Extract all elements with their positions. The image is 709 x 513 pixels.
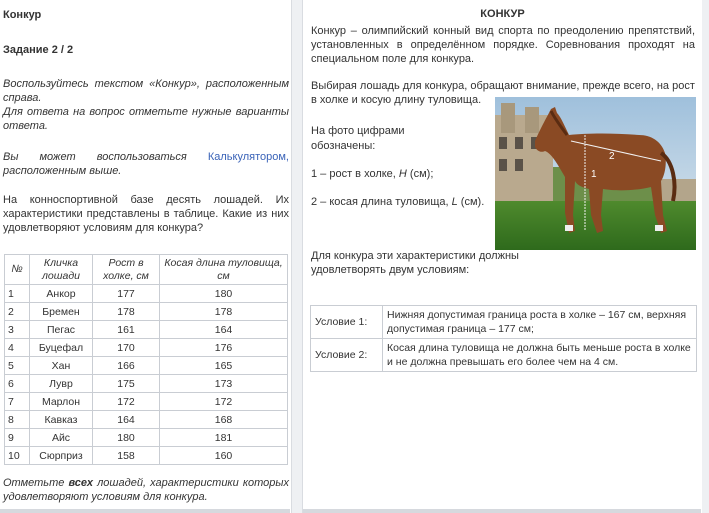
- caption-height-text: 1 – рост в холке,: [311, 168, 399, 180]
- cell-number: 8: [5, 411, 30, 429]
- answer-instruction: [3, 476, 289, 504]
- caption-length-unit: (см).: [457, 196, 485, 208]
- instruction-text: [3, 77, 289, 133]
- header-name: Кличка лошади: [30, 255, 93, 285]
- text-title: КОНКУР: [480, 8, 525, 20]
- cell-length: 168: [160, 411, 288, 429]
- condition-2-label: Условие 2:: [311, 339, 383, 372]
- condition-2-text: Косая длина туловища не должна быть меньше роста в холке и не должна превышать его более чем на 4 см.: [383, 339, 697, 372]
- photo-caption: На фото цифрами обозначены:: [311, 125, 405, 152]
- cell-height: 164: [93, 411, 160, 429]
- cell-number: 4: [5, 339, 30, 357]
- caption-length-text: 2 – косая длина туловища,: [311, 196, 452, 208]
- calculator-hint-suffix: расположенным выше.: [3, 165, 122, 177]
- cell-length: 172: [160, 393, 288, 411]
- instruction-line-2: Для ответа на вопрос отметьте нужные варианты ответа.: [3, 106, 289, 132]
- table-row: [5, 339, 288, 357]
- cell-height: 178: [93, 303, 160, 321]
- cell-height: 177: [93, 285, 160, 303]
- cell-name: Сюрприз: [30, 447, 93, 465]
- cell-name: Айс: [30, 429, 93, 447]
- caption-height-unit: (см);: [406, 168, 434, 180]
- cell-height: 158: [93, 447, 160, 465]
- answer-instruction-part-1: Отметьте: [3, 477, 69, 489]
- cell-name: Хан: [30, 357, 93, 375]
- answer-instruction-bold: всех: [68, 477, 94, 489]
- app-title: Конкур: [3, 9, 42, 21]
- table-row: [5, 393, 288, 411]
- conditions-intro: Для конкура эти характеристики должны удовлетворять двум условиям:: [311, 250, 519, 276]
- cell-number: 10: [5, 447, 30, 465]
- caption-height-var: H: [398, 168, 407, 180]
- table-row: [5, 285, 288, 303]
- cell-length: 164: [160, 321, 288, 339]
- cell-number: 7: [5, 393, 30, 411]
- table-row: [5, 447, 288, 465]
- cell-name: Лувр: [30, 375, 93, 393]
- calculator-hint-prefix: Вы может воспользоваться: [3, 151, 208, 163]
- cell-height: 166: [93, 357, 160, 375]
- cell-length: 165: [160, 357, 288, 375]
- header-length: Косая длина туловища, см: [160, 255, 288, 285]
- cell-length: 178: [160, 303, 288, 321]
- left-scrollbar[interactable]: [0, 509, 290, 513]
- condition-row: [311, 306, 697, 339]
- table-row: [5, 375, 288, 393]
- instruction-line-1: Воспользуйтесь текстом «Конкур», расположенным справа.: [3, 78, 289, 104]
- cell-height: 180: [93, 429, 160, 447]
- cell-length: 180: [160, 285, 288, 303]
- cell-name: Кавказ: [30, 411, 93, 429]
- cell-height: 170: [93, 339, 160, 357]
- cell-name: Анкор: [30, 285, 93, 303]
- horses-table: [4, 254, 288, 465]
- photo-label-height: 1: [591, 169, 597, 180]
- table-row: [5, 429, 288, 447]
- text-panel: [302, 0, 702, 513]
- cell-number: 9: [5, 429, 30, 447]
- conditions-table: [310, 305, 697, 372]
- text-paragraph-2: Выбирая лошадь для конкура, обращают внимание, прежде всего, на рост в холке и косую длину туловища.: [311, 80, 695, 106]
- task-panel: [0, 0, 292, 513]
- cell-name: Буцефал: [30, 339, 93, 357]
- table-row: [5, 357, 288, 375]
- header-number: №: [5, 255, 30, 285]
- cell-number: 5: [5, 357, 30, 375]
- header-height: Рост в холке, см: [93, 255, 160, 285]
- cell-name: Пегас: [30, 321, 93, 339]
- caption-length-var: L: [451, 196, 458, 208]
- text-intro: Конкур – олимпийский конный вид спорта по преодолению препятствий, установленных в определённом порядке. Соревнования проходят на специальном поле для конкура.: [311, 25, 695, 65]
- cell-length: 160: [160, 447, 288, 465]
- task-number: Задание 2 / 2: [3, 44, 74, 56]
- cell-height: 172: [93, 393, 160, 411]
- condition-1-text: Нижняя допустимая граница роста в холке – 167 см, верхняя допустимая граница – 177 см;: [383, 306, 697, 339]
- cell-height: 175: [93, 375, 160, 393]
- cell-length: 173: [160, 375, 288, 393]
- calculator-link[interactable]: Калькулятором,: [207, 151, 289, 163]
- condition-1-label: Условие 1:: [311, 306, 383, 339]
- cell-name: Бремен: [30, 303, 93, 321]
- calculator-hint: [3, 150, 289, 178]
- question-text: На конноспортивной базе десять лошадей. Их характеристики представлены в таблице. Какие из них удовлетворяют условиям для конкура?: [3, 194, 289, 234]
- table-row: [5, 411, 288, 429]
- cell-height: 161: [93, 321, 160, 339]
- answer-instruction-part-2: лошадей, характеристики которых удовлетворяют условиям для конкура.: [3, 477, 289, 503]
- caption-height: [311, 168, 433, 180]
- horse-photo: [495, 97, 696, 250]
- cell-length: 181: [160, 429, 288, 447]
- cell-name: Марлон: [30, 393, 93, 411]
- photo-label-length: 2: [609, 151, 615, 162]
- right-scrollbar[interactable]: [303, 509, 701, 513]
- cell-number: 2: [5, 303, 30, 321]
- table-row: [5, 321, 288, 339]
- table-row: [5, 303, 288, 321]
- cell-number: 3: [5, 321, 30, 339]
- cell-length: 176: [160, 339, 288, 357]
- caption-length: [311, 196, 484, 208]
- cell-number: 6: [5, 375, 30, 393]
- condition-row: [311, 339, 697, 372]
- table-header-row: [5, 255, 288, 285]
- cell-number: 1: [5, 285, 30, 303]
